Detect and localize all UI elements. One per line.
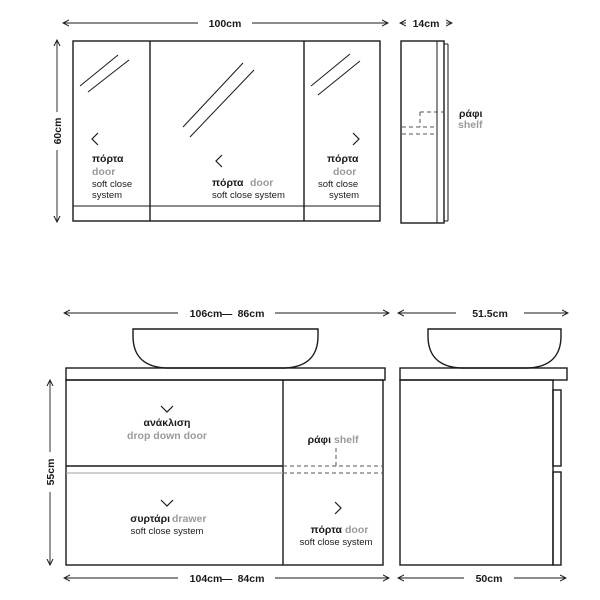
left-door-greek-label: πόρτα — [92, 153, 124, 165]
left-door-feature-line1: soft close — [92, 179, 133, 190]
mirror-reflection-lines — [80, 54, 360, 137]
center-door-feature: soft close system — [212, 190, 285, 201]
vanity-side — [400, 329, 567, 565]
chevron-right-icon — [353, 133, 359, 145]
drawer-english-label: drawer — [172, 513, 207, 525]
svg-text:—: — — [221, 573, 233, 585]
side-door-feature: soft close system — [299, 537, 373, 548]
chevron-down-icon — [161, 500, 173, 506]
vanity-bottom-width-alt-label: 84cm — [237, 573, 265, 585]
vanity-countertop — [66, 368, 385, 380]
right-door-greek-label: πόρτα — [327, 153, 359, 165]
vanity-top-width-alt-label: 86cm — [237, 308, 265, 320]
side-body — [400, 380, 553, 565]
drawer-feature: soft close system — [130, 526, 204, 537]
mirror-cabinet-side-outline — [401, 41, 444, 223]
side-drop-door-profile — [553, 390, 561, 466]
center-door-greek-label: πόρτα — [212, 177, 244, 189]
chevron-right-icon — [335, 502, 341, 514]
vanity-shelf-greek-label: ράφι — [307, 434, 331, 446]
vanity-height-label: 55cm — [45, 458, 57, 486]
drop-down-door-greek-label: ανάκλιση — [143, 417, 191, 429]
cabinet-width-label: 100cm — [208, 18, 242, 30]
side-door-greek-label: πόρτα — [310, 524, 342, 536]
vanity-shelf-english-label: shelf — [334, 434, 359, 446]
cabinet-height-label: 60cm — [52, 117, 64, 145]
basin-outline — [133, 329, 318, 368]
left-door-feature-line2: system — [92, 190, 123, 201]
right-door-feature-line1: soft close — [318, 179, 359, 190]
cabinet-shelf-greek-label: ράφι — [459, 108, 483, 120]
left-door-english-label: door — [92, 166, 116, 178]
mirror-cabinet-side — [401, 41, 483, 223]
side-countertop — [400, 368, 567, 380]
center-door-english-label: door — [250, 177, 274, 189]
chevron-down-icon — [161, 406, 173, 412]
vanity-depth-top-label: 51.5cm — [472, 308, 508, 320]
side-door-english-label: door — [345, 524, 369, 536]
right-door-feature-line2: system — [329, 190, 360, 201]
drawer-greek-label: συρτάρι — [130, 513, 170, 525]
drop-down-door-english-label: drop down door — [127, 430, 207, 442]
vanity-bottom-width-label: 104cm — [189, 573, 223, 585]
chevron-left-icon — [92, 133, 98, 145]
chevron-left-icon — [216, 155, 222, 167]
svg-text:—: — — [221, 308, 233, 320]
mirror-cabinet-front — [73, 41, 380, 221]
vanity-top-width-label: 106cm — [189, 308, 223, 320]
side-drawer-profile — [553, 472, 561, 565]
cabinet-depth-label: 14cm — [412, 18, 440, 30]
vanity-depth-bottom-label: 50cm — [475, 573, 503, 585]
right-door-english-label: door — [333, 166, 357, 178]
side-basin-outline — [428, 329, 561, 368]
vanity-front — [66, 329, 385, 565]
cabinet-shelf-english-label: shelf — [458, 119, 483, 131]
